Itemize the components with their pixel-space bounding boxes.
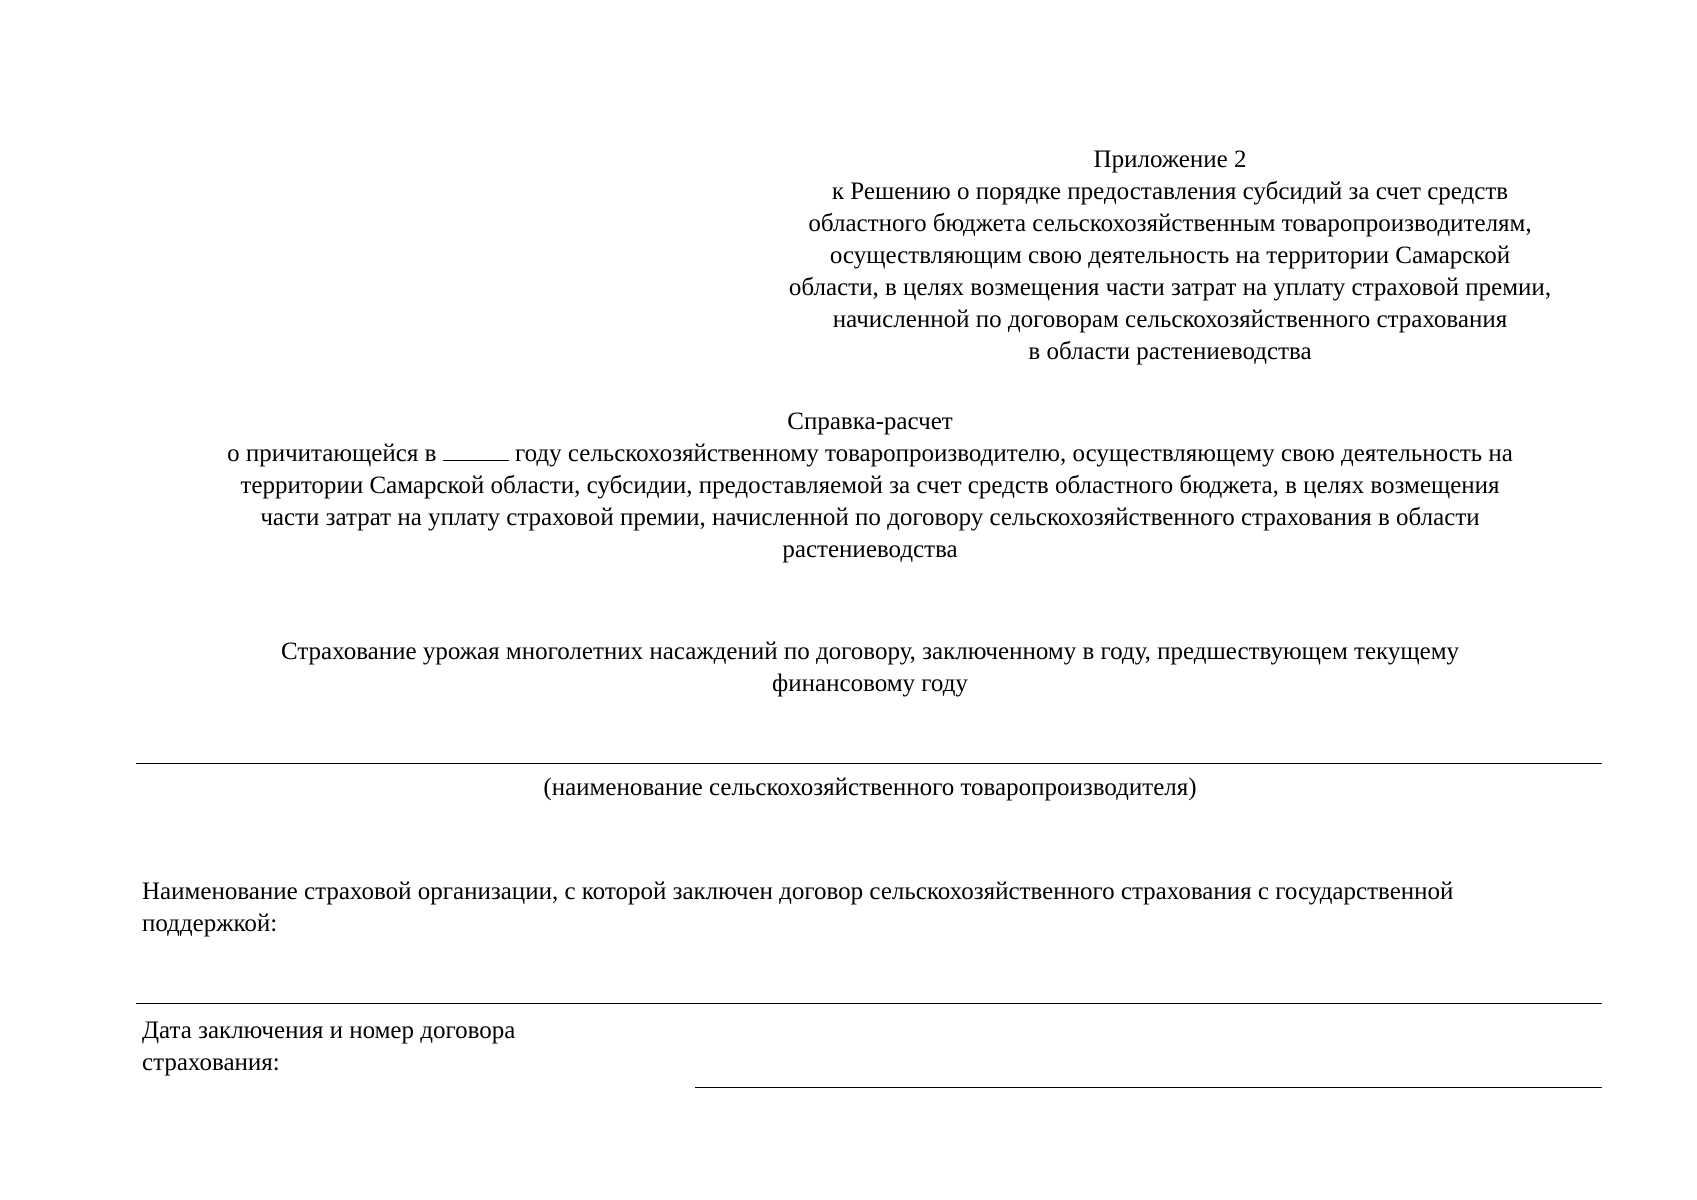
title-line: растениеводства xyxy=(782,536,958,563)
contract-label xyxy=(142,1015,742,1079)
appendix-line: областного бюджета сельскохозяйственным товаропроизводителям, xyxy=(808,210,1532,237)
contract-line: Дата заключения и номер договора xyxy=(142,1017,516,1044)
appendix-line: Приложение 2 xyxy=(1093,146,1247,173)
contract-date-number-field[interactable] xyxy=(695,1087,1602,1088)
producer-name-caption: (наименование сельскохозяйственного товаропроизводителя) xyxy=(543,774,1197,801)
appendix-header xyxy=(700,144,1640,368)
title-heading: Справка-расчет xyxy=(787,408,953,435)
document-title xyxy=(120,406,1620,566)
insurer-line: поддержкой: xyxy=(142,910,278,937)
subject-line: Страхование урожая многолетних насаждений по договору, заключенному в году, предшествующем текущему xyxy=(280,638,1460,665)
appendix-line: осуществляющим свою деятельность на территории Самарской xyxy=(829,242,1511,269)
insurance-subject xyxy=(120,636,1620,700)
appendix-line: в области растениеводства xyxy=(1028,338,1312,365)
producer-name-field[interactable] xyxy=(136,763,1602,764)
title-line: части затрат на уплату страховой премии, начисленной по договору сельскохозяйственного страхования в области xyxy=(260,504,1480,531)
appendix-line: начисленной по договорам сельскохозяйственного страхования xyxy=(832,306,1508,333)
insurer-name-field[interactable] xyxy=(136,1003,1602,1004)
title-line-start: о причитающейся в xyxy=(227,440,437,467)
insurer-line: Наименование страховой организации, с которой заключен договор сельскохозяйственного страхования с государственной xyxy=(142,878,1454,905)
title-line-end: году сельскохозяйственному товаропроизводителю, осуществляющему свою деятельность на xyxy=(514,440,1513,467)
title-line xyxy=(120,438,1620,470)
appendix-line: к Решению о порядке предоставления субсидий за счет средств xyxy=(831,178,1509,205)
title-line: территории Самарской области, субсидии, предоставляемой за счет средств областного бюджета, в целях возмещения xyxy=(240,472,1500,499)
insurer-label xyxy=(142,876,1622,940)
appendix-line: области, в целях возмещения части затрат на уплату страховой премии, xyxy=(788,274,1552,301)
year-blank-field[interactable] xyxy=(443,440,509,461)
subject-line: финансовому году xyxy=(772,670,968,697)
contract-line: страхования: xyxy=(142,1049,280,1076)
